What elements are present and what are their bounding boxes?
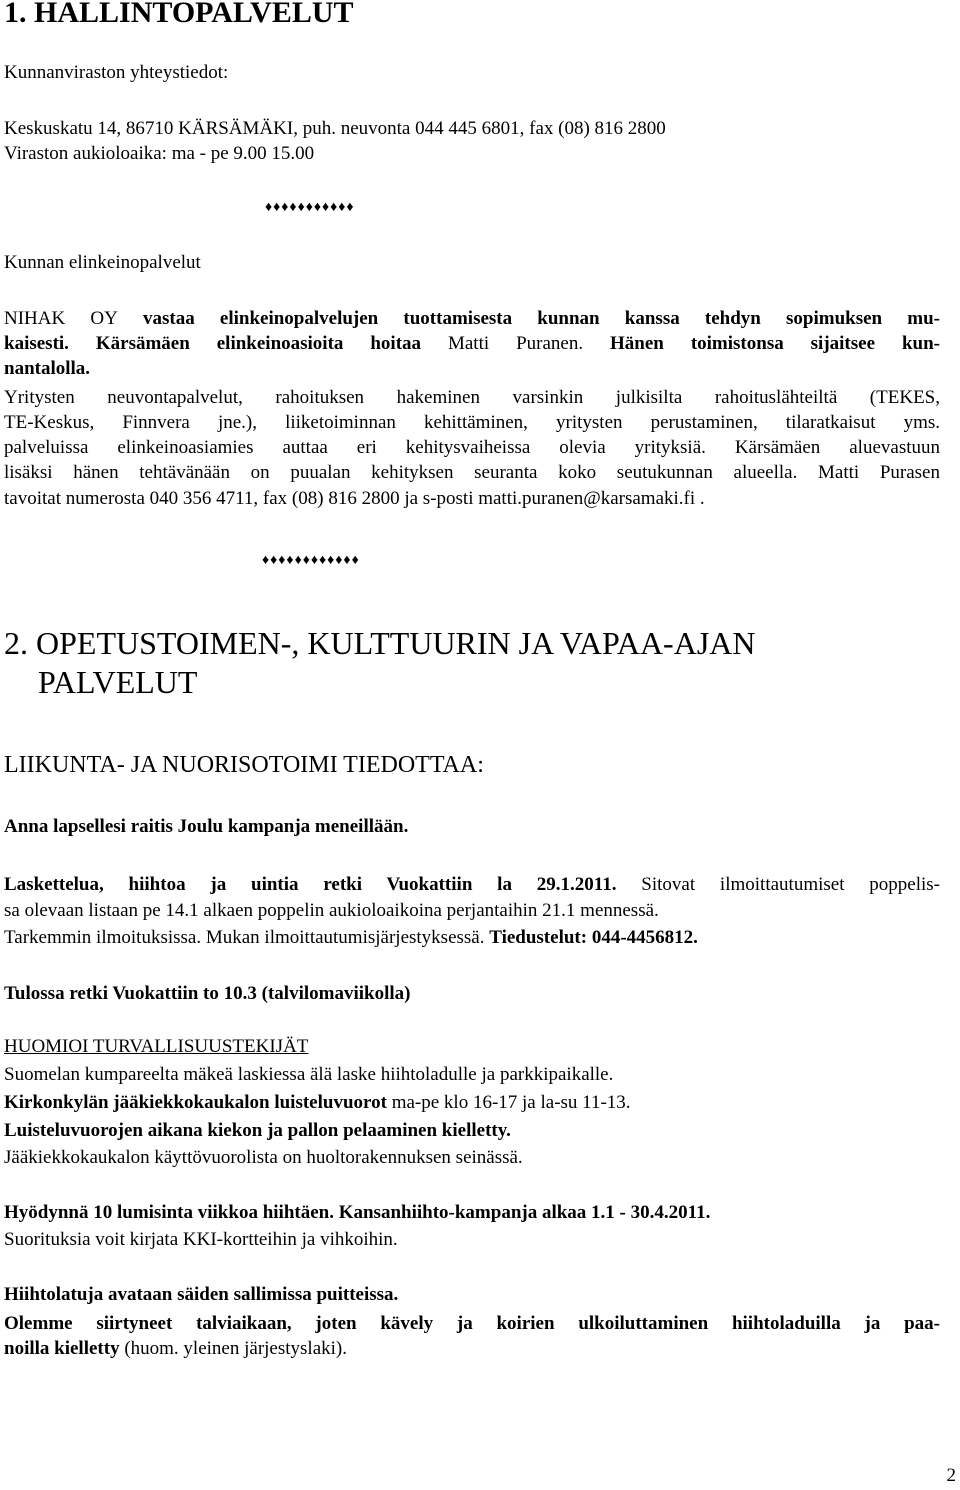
business-paragraph-2-line-4: lisäksi hänen tehtävänään on puualan kehityksen seuranta koko seutukunnan alueella. Matti Purasen <box>4 462 940 483</box>
section-1-title: 1. HALLINTOPALVELUT <box>4 0 354 29</box>
safety-line-3: Luisteluvuorojen aikana kiekon ja pallon pelaaminen kielletty. <box>4 1120 511 1141</box>
diamond-separator-1: ♦♦♦♦♦♦♦♦♦♦♦ <box>265 200 355 215</box>
business-services-label: Kunnan elinkeinopalvelut <box>4 252 201 273</box>
page-number: 2 <box>946 1465 956 1486</box>
upcoming-trip: Tulossa retki Vuokattiin to 10.3 (talvilomaviikolla) <box>4 983 411 1004</box>
safety-line-4: Jääkiekkokaukalon käyttövuorolista on huoltorakennuksen seinässä. <box>4 1147 523 1168</box>
trip-line-2: sa olevaan listaan pe 14.1 alkaen poppelin aukioloaikoina perjantaihin 21.1 mennessä. <box>4 900 659 921</box>
contact-person: Matti Puranen. <box>421 333 611 354</box>
office-hours: Viraston aukioloaika: ma - pe 9.00 15.00 <box>4 143 315 164</box>
tracks-line-2: Olemme siirtyneet talviaikaan, joten kävely ja koirien ulkoiluttaminen hiihtoladuilla ja paa- <box>4 1313 940 1334</box>
inquiries-phone: Tiedustelut: 044-4456812. <box>489 927 698 948</box>
company-name: NIHAK OY <box>4 308 118 329</box>
safety-line-2: Kirkonkylän jääkiekkokaukalon luisteluvuorot ma-pe klo 16-17 ja la-su 11-13. <box>4 1092 631 1113</box>
trip-line-3: Tarkemmin ilmoituksissa. Mukan ilmoittautumisjärjestyksessä. Tiedustelut: 044-4456812. <box>4 927 698 948</box>
business-paragraph-1-line-1: NIHAK OY vastaa elinkeinopalvelujen tuottamisesta kunnan kanssa tehdyn sopimuksen mu- <box>4 308 941 329</box>
trip-line-1: Laskettelua, hiihtoa ja uintia retki Vuokattiin la 29.1.2011. Sitovat ilmoittautumiset poppelis- <box>4 874 940 895</box>
tracks-line-3: noilla kielletty (huom. yleinen järjestyslaki). <box>4 1338 347 1359</box>
tracks-line-1: Hiihtolatuja avataan säiden sallimissa puitteissa. <box>4 1284 399 1305</box>
diamond-separator-2: ♦♦♦♦♦♦♦♦♦♦♦♦ <box>262 553 360 568</box>
business-paragraph-2-line-2: TE-Keskus, Finnvera jne.), liiketoiminnan kehittäminen, yritysten perustaminen, tilaratkaisut yms. <box>4 412 940 433</box>
business-paragraph-1-line-3: nantalolla. <box>4 358 91 379</box>
section-2-title-line-1: 2. OPETUSTOIMEN-, KULTTUURIN JA VAPAA-AJAN <box>4 625 756 661</box>
ski-campaign-line-1: Hyödynnä 10 lumisinta viikkoa hiihtäen. Kansanhiihto-kampanja alkaa 1.1 - 30.4.2011. <box>4 1202 711 1223</box>
campaign-notice: Anna lapsellesi raitis Joulu kampanja meneillään. <box>4 816 409 837</box>
office-address: Keskuskatu 14, 86710 KÄRSÄMÄKI, puh. neuvonta 044 445 6801, fax (08) 816 2800 <box>4 118 666 139</box>
ski-campaign-line-2: Suorituksia voit kirjata KKI-kortteihin ja vihkoihin. <box>4 1229 398 1250</box>
business-paragraph-2-line-3: palveluissa elinkeinoasiamies auttaa eri kehitysvaiheissa olevia yrityksiä. Kärsämäen aluevastuun <box>4 437 940 458</box>
sports-youth-subtitle: LIIKUNTA- JA NUORISOTOIMI TIEDOTTAA: <box>4 752 484 778</box>
safety-line-1: Suomelan kumpareelta mäkeä laskiessa älä laske hiihtoladulle ja parkkipaikalle. <box>4 1064 614 1085</box>
contact-label: Kunnanviraston yhteystiedot: <box>4 62 229 83</box>
business-paragraph-2-line-1: Yritysten neuvontapalvelut, rahoituksen hakeminen varsinkin julkisilta rahoituslähteiltä (TEKES, <box>4 387 940 408</box>
section-2-title-line-2: PALVELUT <box>38 664 198 700</box>
safety-heading: HUOMIOI TURVALLISUUSTEKIJÄT <box>4 1036 309 1057</box>
business-paragraph-1-line-2: kaisesti. Kärsämäen elinkeinoasioita hoitaa Matti Puranen. Hänen toimistonsa sijaitsee kun- <box>4 333 940 354</box>
business-paragraph-2-line-5: tavoitat numerosta 040 356 4711, fax (08) 816 2800 ja s-posti matti.puranen@karsamaki.fi . <box>4 488 705 509</box>
